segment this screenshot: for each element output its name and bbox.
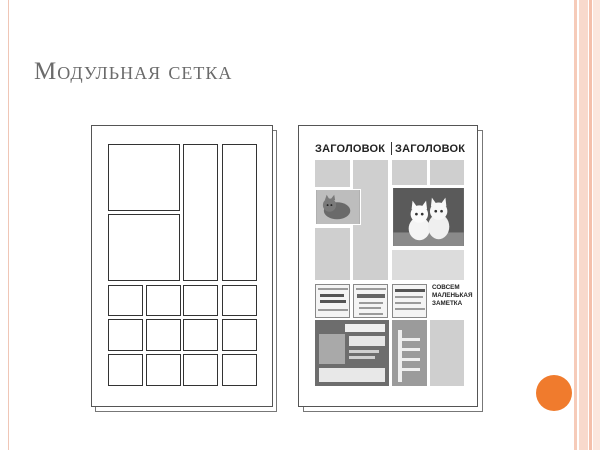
note-line: СОВСЕМ	[432, 284, 460, 291]
grid-module	[183, 319, 218, 351]
decor-stripe	[593, 0, 600, 450]
slide-title: Модульная сетка	[34, 58, 233, 85]
left-border-line	[8, 0, 9, 450]
kittens-photo-large	[392, 187, 465, 247]
grid-module	[222, 144, 257, 281]
headline-left: ЗАГОЛОВОК	[315, 143, 386, 155]
headline-right: ЗАГОЛОВОК	[395, 143, 466, 155]
ad-block	[392, 284, 427, 318]
ad-block	[315, 284, 350, 318]
decor-stripe	[579, 0, 588, 450]
decor-stripe	[574, 0, 577, 450]
grid-module	[183, 285, 218, 316]
small-note	[432, 284, 472, 308]
grid-module	[183, 354, 218, 386]
plastic-ad	[315, 320, 389, 386]
grid-module	[108, 319, 143, 351]
gray-module	[392, 160, 427, 185]
grid-module	[108, 214, 180, 281]
kitten-photo-small	[315, 189, 361, 225]
note-line: МАЛЕНЬКАЯ	[432, 292, 473, 299]
gray-module	[392, 250, 464, 280]
grid-module	[222, 285, 257, 316]
ad-block	[353, 284, 388, 318]
grid-module	[108, 354, 143, 386]
grid-module	[108, 285, 143, 316]
gray-module	[430, 320, 464, 386]
grid-module	[146, 285, 181, 316]
kitten-icon	[316, 190, 360, 224]
grid-module	[146, 319, 181, 351]
grid-module	[183, 144, 218, 281]
grid-module	[108, 144, 180, 211]
grid-module	[222, 319, 257, 351]
gray-module	[430, 160, 464, 185]
headline-divider	[391, 142, 392, 155]
kittens-icon	[393, 188, 464, 246]
note-line: ЗАМЕТКА	[432, 300, 463, 307]
stairs-ad	[392, 320, 427, 386]
decor-stripe	[589, 0, 592, 450]
grid-module	[146, 354, 181, 386]
gray-module	[315, 228, 350, 280]
gray-module	[315, 160, 350, 187]
grid-module	[222, 354, 257, 386]
accent-dot	[536, 375, 572, 411]
